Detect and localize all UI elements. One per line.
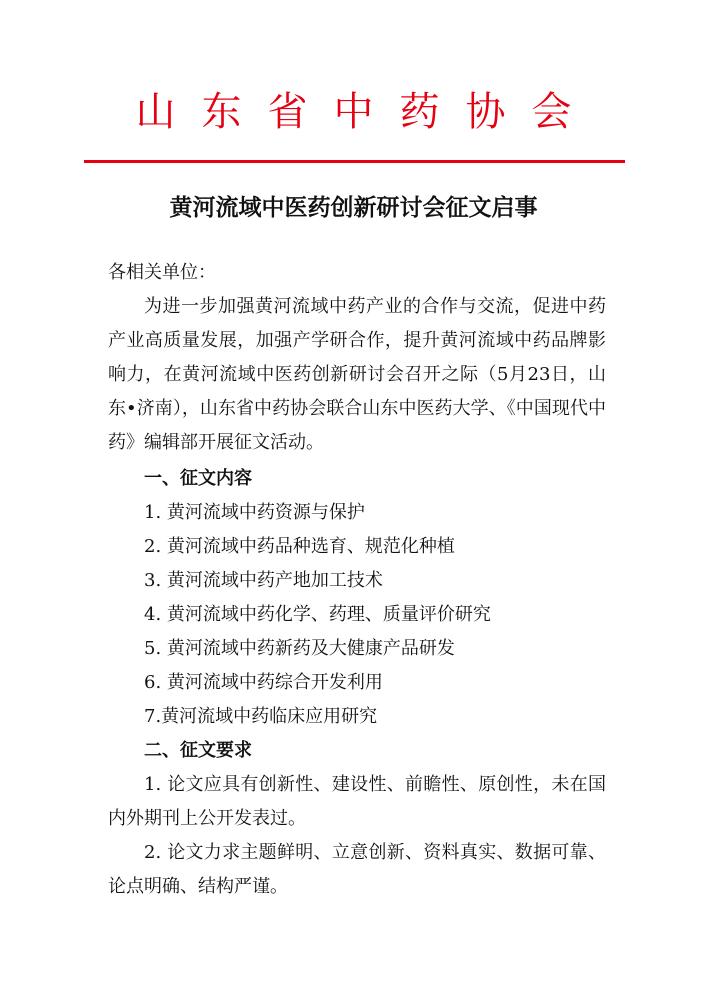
content-item: 7.黄河流域中药临床应用研究 [144, 706, 378, 727]
content-item: 6. 黄河流域中药综合开发利用 [144, 672, 383, 693]
content-item: 5. 黄河流域中药新药及大健康产品研发 [144, 638, 455, 659]
intro-paragraph: 为进一步加强黄河流域中药产业的合作与交流，促进中药产业高质量发展，加强产学研合作，提升黄河流域中药品牌影响力，在黄河流域中医药创新研讨会召开之际（5月23日，山东•济南），山东省中药协会联合山东中医药大学、《中国现代中药》编辑部开展征文活动。 [108, 296, 606, 453]
requirement-item: 1. 论文应具有创新性、建设性、前瞻性、原创性，未在国内外期刊上公开发表过。 [108, 774, 606, 829]
content-item: 2. 黄河流域中药品种选育、规范化种植 [144, 536, 455, 557]
organization-header: 山东省中药协会 [135, 89, 598, 135]
content-item: 1. 黄河流域中药资源与保护 [144, 502, 365, 523]
header-red-rule [84, 160, 625, 163]
section-heading-requirements: 二、征文要求 [144, 740, 252, 761]
content-item: 4. 黄河流域中药化学、药理、质量评价研究 [144, 604, 491, 625]
document-title: 黄河流域中医药创新研讨会征文启事 [169, 195, 538, 221]
section-heading-content: 一、征文内容 [144, 468, 252, 489]
salutation: 各相关单位： [108, 262, 216, 283]
content-item: 3. 黄河流域中药产地加工技术 [144, 570, 383, 591]
requirement-item: 2. 论文力求主题鲜明、立意创新、资料真实、数据可靠、论点明确、结构严谨。 [108, 842, 606, 897]
